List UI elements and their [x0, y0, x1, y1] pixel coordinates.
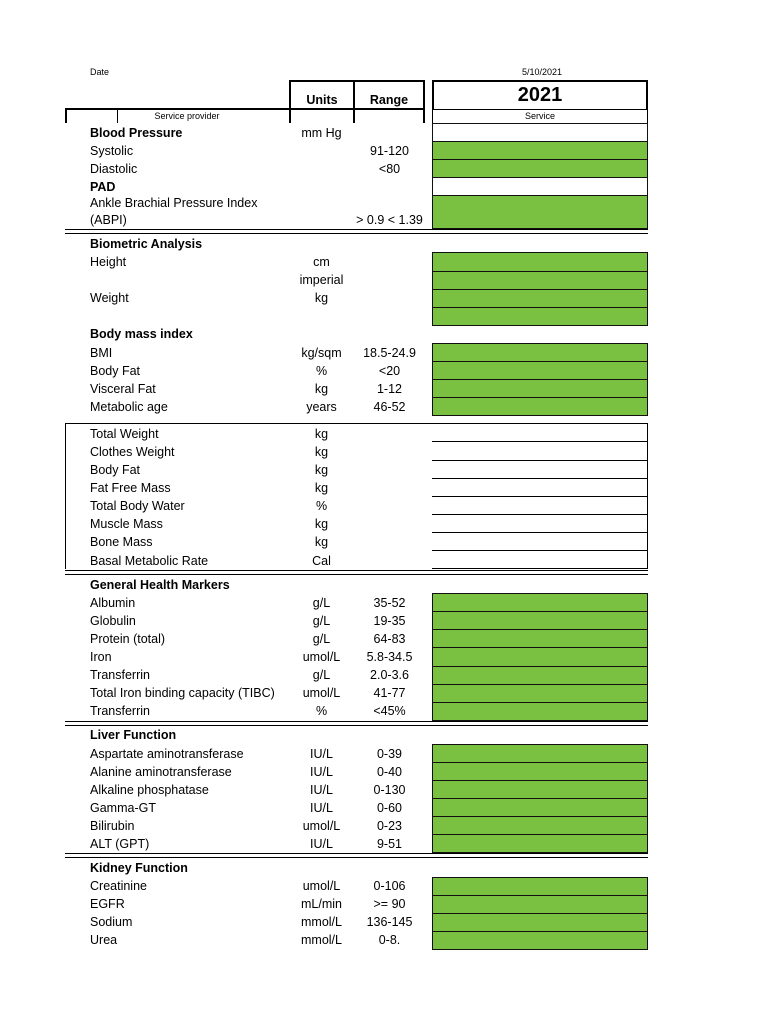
reference-range: 0-39	[376, 746, 403, 761]
reference-range: 0-40	[376, 764, 403, 779]
header-tick	[117, 108, 118, 123]
measurement-row	[0, 816, 768, 834]
result-cell[interactable]	[432, 702, 648, 721]
section-heading-row	[0, 234, 768, 252]
result-cell[interactable]	[432, 195, 648, 229]
result-cell[interactable]	[432, 479, 647, 497]
measurement-row	[0, 913, 768, 931]
measurement-row	[0, 141, 768, 159]
result-cell[interactable]	[432, 834, 648, 853]
section-heading: Kidney Function	[90, 861, 188, 876]
header-tick	[65, 108, 67, 123]
result-cell[interactable]	[432, 816, 648, 835]
units-value: IU/L	[310, 746, 333, 761]
units-value: kg	[314, 426, 329, 441]
units-value: g/L	[312, 631, 331, 646]
measurement-row	[0, 343, 768, 361]
measurement-row	[0, 424, 768, 442]
measurement-row	[0, 702, 768, 720]
measurement-label: Albumin	[90, 595, 136, 610]
result-cell[interactable]	[432, 123, 648, 142]
section-heading-row	[0, 726, 768, 744]
measurement-label: Visceral Fat	[90, 381, 156, 396]
reference-range: 19-35	[373, 613, 406, 628]
result-cell[interactable]	[432, 461, 647, 479]
reference-range: 18.5-24.9	[363, 345, 416, 360]
reference-range: 0-60	[376, 800, 403, 815]
measurement-row	[0, 195, 768, 228]
result-cell[interactable]	[432, 666, 648, 685]
range-column-header: Range	[369, 93, 409, 107]
measurement-label: Ankle Brachial Pressure Index (ABPI)	[90, 196, 258, 227]
units-value: IU/L	[310, 836, 333, 851]
header-tick	[423, 108, 425, 123]
units-value: mL/min	[301, 897, 342, 912]
result-cell[interactable]	[432, 762, 648, 781]
result-cell[interactable]	[432, 913, 648, 932]
measurement-row	[0, 289, 768, 307]
section-body-composition	[0, 423, 768, 569]
reference-range: 9-51	[376, 836, 403, 851]
measurement-label: Metabolic age	[90, 399, 168, 414]
units-value: g/L	[312, 613, 331, 628]
measurement-label: EGFR	[90, 897, 125, 912]
reference-range: 64-83	[373, 631, 406, 646]
measurement-label: Alanine aminotransferase	[90, 764, 232, 779]
section-heading: PAD	[90, 179, 116, 194]
section-kidney-function	[0, 858, 768, 948]
result-cell[interactable]	[432, 379, 648, 398]
result-cell[interactable]	[432, 397, 648, 416]
units-value: umol/L	[302, 650, 341, 665]
measurement-row	[0, 397, 768, 415]
measurement-label: Aspartate aminotransferase	[90, 746, 244, 761]
measurement-label: Bone Mass	[90, 535, 153, 550]
measurement-label: Sodium	[90, 915, 133, 930]
reference-range: 5.8-34.5	[366, 650, 413, 665]
units-range-divider	[353, 80, 355, 123]
result-cell[interactable]	[432, 611, 648, 630]
units-value: %	[315, 363, 328, 378]
measurement-label: Bilirubin	[90, 818, 135, 833]
measurement-label: Basal Metabolic Rate	[90, 553, 209, 568]
units-value: kg	[314, 463, 329, 478]
measurement-label: Iron	[90, 650, 112, 665]
result-cell[interactable]	[432, 343, 648, 362]
units-value: kg	[314, 517, 329, 532]
units-value: umol/L	[302, 879, 341, 894]
date-label: Date	[90, 67, 110, 77]
measurement-label: Height	[90, 255, 127, 270]
measurement-row	[0, 834, 768, 852]
reference-range: 41-77	[373, 686, 406, 701]
reference-range: <45%	[373, 704, 406, 719]
measurement-label: ALT (GPT)	[90, 836, 150, 851]
result-cell[interactable]	[432, 877, 648, 896]
section-liver-function	[0, 726, 768, 853]
measurement-label: Transferrin	[90, 668, 150, 683]
result-cell[interactable]	[432, 895, 648, 914]
units-value: years	[306, 399, 337, 414]
year-value: 2021	[517, 84, 563, 106]
result-cell[interactable]	[432, 177, 648, 196]
measurement-label: Urea	[90, 933, 118, 948]
measurement-row	[0, 744, 768, 762]
units-value: cm	[313, 255, 330, 270]
measurement-row	[0, 515, 768, 533]
measurement-label: Systolic	[90, 143, 134, 158]
service-provider-label: Service provider	[154, 111, 220, 121]
measurement-row	[0, 461, 768, 479]
header-tick	[289, 108, 291, 123]
units-value: IU/L	[310, 800, 333, 815]
result-cell[interactable]	[432, 252, 648, 271]
measurement-row	[0, 666, 768, 684]
reference-range: 0-130	[373, 782, 406, 797]
measurement-label: Total Body Water	[90, 499, 185, 514]
measurement-row	[0, 684, 768, 702]
result-cell[interactable]	[432, 159, 648, 178]
section-heading-row	[0, 858, 768, 876]
measurement-label: Creatinine	[90, 879, 147, 894]
measurement-label: BMI	[90, 345, 113, 360]
measurement-label: Diastolic	[90, 161, 138, 176]
reference-range: <80	[378, 161, 401, 176]
units-value: kg	[314, 535, 329, 550]
reference-range: 136-145	[366, 915, 413, 930]
section-heading-row	[0, 123, 768, 141]
result-cell[interactable]	[432, 271, 648, 290]
section-heading: Body mass index	[90, 327, 193, 342]
measurement-label: Clothes Weight	[90, 445, 175, 459]
service-label: Service	[524, 111, 555, 121]
measurement-row	[0, 780, 768, 798]
result-cell[interactable]	[432, 629, 648, 648]
measurement-row	[0, 798, 768, 816]
measurement-row	[0, 442, 768, 460]
section-heading-row	[0, 575, 768, 593]
year-header-box	[432, 80, 648, 110]
measurement-label: Total Iron binding capacity (TIBC)	[90, 686, 275, 701]
reference-range: 46-52	[373, 399, 406, 414]
result-cell[interactable]	[432, 307, 648, 326]
result-cell[interactable]	[432, 442, 647, 460]
measurement-row	[0, 877, 768, 895]
units-value: mm Hg	[301, 125, 342, 140]
units-value: umol/L	[302, 818, 341, 833]
result-cell[interactable]	[432, 497, 647, 515]
measurement-label: Alkaline phosphatase	[90, 782, 209, 797]
section-blood-pressure	[0, 123, 768, 228]
measurement-row	[0, 551, 768, 569]
result-cell[interactable]	[432, 798, 648, 817]
measurement-label: Muscle Mass	[90, 517, 163, 532]
measurement-row	[0, 271, 768, 289]
measurement-row	[0, 361, 768, 379]
units-value: kg	[314, 445, 329, 459]
reference-range: > 0.9 < 1.39	[356, 212, 423, 227]
section-heading-row	[0, 177, 768, 195]
measurement-row	[0, 762, 768, 780]
result-cell[interactable]	[432, 744, 648, 763]
measurement-row	[0, 611, 768, 629]
measurement-label: Body Fat	[90, 363, 141, 378]
service-header-box	[432, 109, 648, 124]
reference-range: 0-8.	[378, 933, 401, 948]
units-value: kg/sqm	[301, 345, 342, 360]
units-value: %	[315, 499, 328, 514]
form-body	[0, 123, 768, 949]
reference-range: 2.0-3.6	[370, 668, 409, 683]
result-cell[interactable]	[432, 141, 648, 160]
header-rule	[65, 108, 425, 110]
measurement-row	[0, 159, 768, 177]
reference-range: <20	[378, 363, 401, 378]
units-value: mmol/L	[301, 933, 342, 948]
section-general-health-markers	[0, 575, 768, 720]
units-value: g/L	[312, 595, 331, 610]
units-value: %	[315, 704, 328, 719]
measurement-row	[0, 307, 768, 325]
measurement-label: Protein (total)	[90, 631, 166, 646]
measurement-row	[0, 647, 768, 665]
reference-range: >= 90	[373, 897, 406, 912]
reference-range: 35-52	[373, 595, 406, 610]
measurement-row	[0, 479, 768, 497]
section-biometric-analysis	[0, 234, 768, 415]
units-value: IU/L	[310, 764, 333, 779]
units-value: imperial	[299, 273, 344, 288]
measurement-label: Globulin	[90, 613, 136, 628]
section-heading: General Health Markers	[90, 577, 230, 592]
reference-range: 91-120	[370, 143, 409, 158]
result-cell[interactable]	[432, 780, 648, 799]
measurement-row	[0, 931, 768, 949]
result-cell[interactable]	[432, 515, 647, 533]
date-value: 5/10/2021	[521, 67, 562, 77]
units-value: g/L	[312, 668, 331, 683]
measurement-row	[0, 252, 768, 270]
result-cell[interactable]	[432, 593, 648, 612]
units-value: kg	[314, 481, 329, 496]
result-cell[interactable]	[432, 361, 648, 380]
measurement-label: Fat Free Mass	[90, 481, 171, 496]
measurement-row	[0, 629, 768, 647]
measurement-row	[0, 497, 768, 515]
result-cell[interactable]	[432, 931, 648, 950]
units-value: kg	[314, 381, 329, 396]
units-value: Cal	[312, 553, 331, 568]
result-cell[interactable]	[432, 289, 648, 308]
reference-range: 0-23	[376, 818, 403, 833]
units-column-header: Units	[306, 93, 338, 107]
measurement-label: Body Fat	[90, 463, 141, 478]
measurement-row	[0, 593, 768, 611]
units-value: umol/L	[302, 686, 341, 701]
measurement-row	[0, 895, 768, 913]
measurement-label: Total Weight	[90, 426, 159, 441]
reference-range: 0-106	[373, 879, 406, 894]
measurement-row	[0, 533, 768, 551]
result-cell[interactable]	[432, 551, 647, 569]
result-cell[interactable]	[432, 533, 647, 551]
section-heading: Blood Pressure	[90, 125, 183, 140]
units-value: mmol/L	[301, 915, 342, 930]
units-value: IU/L	[310, 782, 333, 797]
units-value: kg	[314, 291, 329, 306]
measurement-label: Transferrin	[90, 704, 150, 719]
section-heading-row	[0, 325, 768, 343]
measurement-label: Weight	[90, 291, 129, 306]
measurement-label: Gamma-GT	[90, 800, 156, 815]
reference-range: 1-12	[376, 381, 403, 396]
result-cell[interactable]	[432, 684, 648, 703]
section-heading: Biometric Analysis	[90, 236, 203, 251]
measurement-row	[0, 379, 768, 397]
result-cell[interactable]	[432, 424, 647, 442]
result-cell[interactable]	[432, 647, 648, 666]
section-heading: Liver Function	[90, 728, 177, 743]
